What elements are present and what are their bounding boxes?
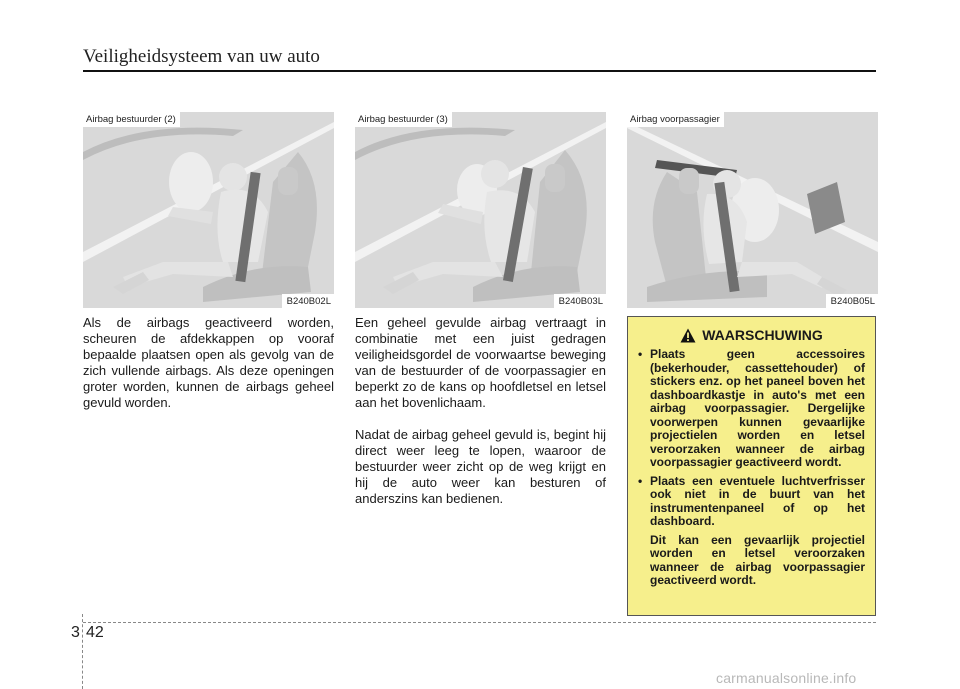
figure-caption: Airbag voorpassagier (627, 112, 724, 127)
paragraph: Nadat de airbag geheel gevuld is, begint hij direct weer leeg te lopen, waaroor de bestuurder weer zicht op de weg krijgt en hij de auto weer kan besturen of anderszins kan bedienen. (355, 427, 606, 506)
warning-title: WAARSCHUWING (702, 327, 823, 343)
warning-box (627, 316, 876, 616)
driver-airbag-deflating-illustration (355, 112, 606, 308)
paragraph: Als de airbags geactiveerd worden, scheuren de afdekkappen op vooraf bepaalde plaatsen open als gevolg van de zich vullende airbags. Als deze openingen groter worden, kunnen de airbags geheel gevuld worden. (83, 315, 334, 410)
warning-item (638, 348, 865, 470)
footer-divider (82, 614, 83, 689)
warning-list (638, 348, 865, 588)
footer-rule (83, 622, 876, 623)
warning-header (638, 327, 865, 343)
column-left (83, 315, 334, 411)
figure-caption: Airbag bestuurder (3) (355, 112, 452, 127)
figure-driver-airbag-3 (355, 112, 606, 308)
warning-item (638, 475, 865, 588)
figure-caption: Airbag bestuurder (2) (83, 112, 180, 127)
watermark: carmanualsonline.info (716, 670, 857, 686)
paragraph: Een geheel gevulde airbag vertraagt in combinatie met een juist gedragen veiligheidsgordel de voorwaartse beweging van de bestuurder of de voorpassagier en beperkt zo de kans op hoofdletsel en letsel aan het bovenlichaam. (355, 315, 606, 410)
figure-passenger-airbag (627, 112, 878, 308)
passenger-airbag-illustration (627, 112, 878, 308)
figure-code: B240B03L (554, 294, 606, 308)
page-title: Veiligheidsysteem van uw auto (83, 46, 320, 67)
title-rule (83, 70, 876, 72)
warning-paragraph: Dit kan een gevaarlijk projectiel worden en letsel veroorzaken wanneer de airbag voorpassagier geactiveerd wordt. (650, 532, 865, 587)
chapter-number: 3 (71, 624, 80, 641)
warning-paragraph: • Plaats een eventuele luchtverfrisser ook niet in de buurt van het instrumentenpaneel of op het dashboard. (650, 473, 865, 528)
figure-driver-airbag-2 (83, 112, 334, 308)
page-number: 42 (86, 624, 104, 641)
figure-code: B240B02L (282, 294, 334, 308)
figure-code: B240B05L (826, 294, 878, 308)
warning-triangle-icon (680, 328, 696, 343)
driver-airbag-inflating-illustration (83, 112, 334, 308)
column-middle (355, 315, 606, 507)
warning-paragraph: • Plaats geen accessoires (bekerhouder, cassettehouder) of stickers enz. op het paneel boven het dashboardkastje in auto's met een airbag voorpassagier. Dergelijke voorwerpen kunnen gevaarlijke projectielen worden en letsel veroorzaken wanneer de airbag voorpassagier geactiveerd wordt. (650, 347, 865, 469)
